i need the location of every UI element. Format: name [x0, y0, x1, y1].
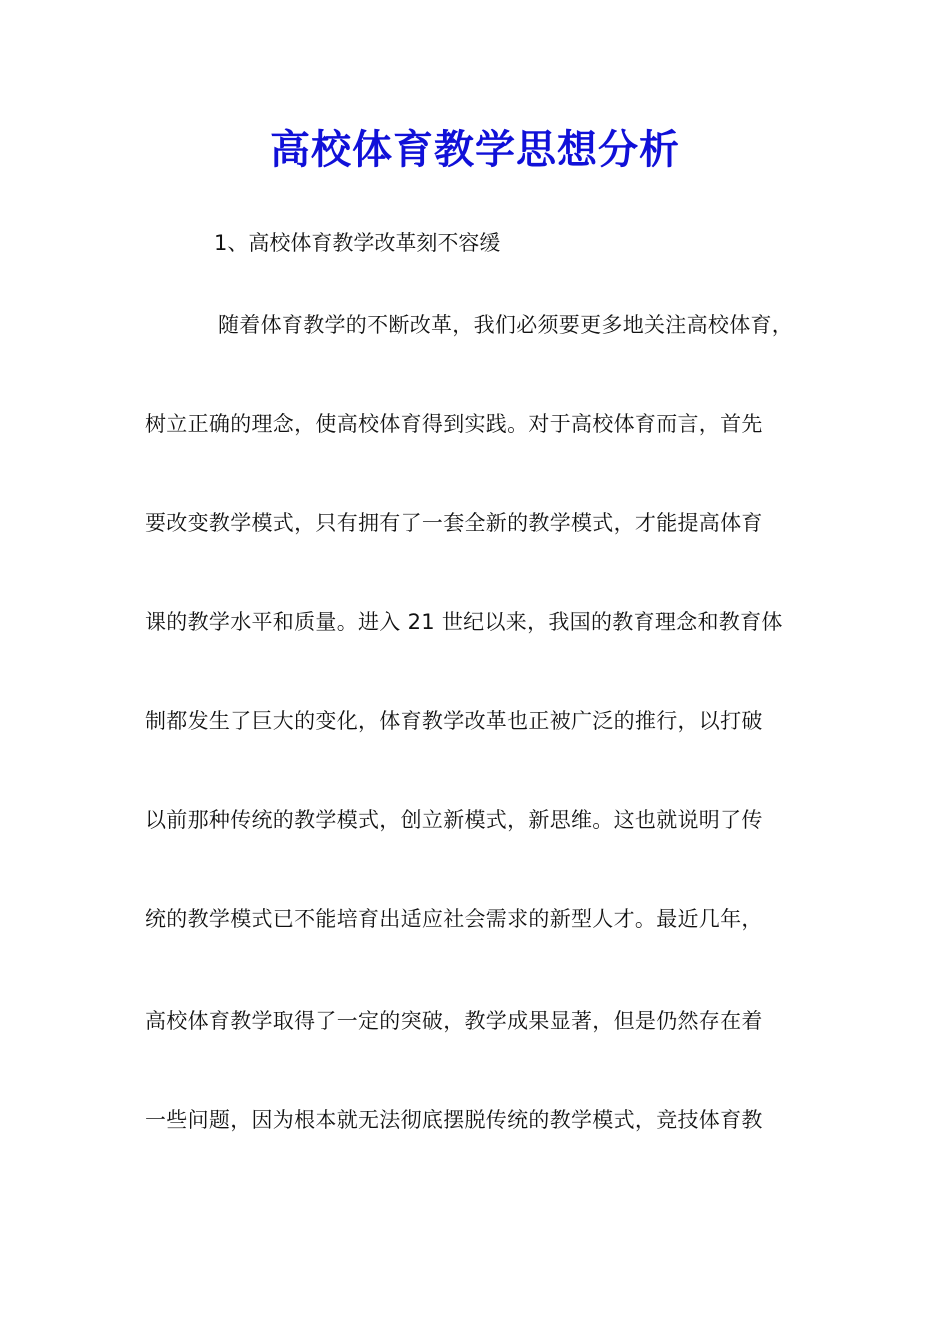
- paragraph-line-2: 树立正确的理念，使高校体育得到实践。对于高校体育而言，首先: [145, 412, 763, 436]
- document-title: 高校体育教学思想分析: [270, 126, 680, 173]
- paragraph-line-5: 制都发生了巨大的变化，体育教学改革也正被广泛的推行，以打破: [145, 709, 763, 733]
- paragraph-line-4: 课的教学水平和质量。进入 21 世纪以来，我国的教育理念和教育体: [145, 610, 783, 634]
- section-heading: 1、高校体育教学改革刻不容缓: [214, 231, 501, 255]
- paragraph-line-6: 以前那种传统的教学模式，创立新模式，新思维。这也就说明了传: [145, 808, 763, 832]
- paragraph-line-9: 一些问题，因为根本就无法彻底摆脱传统的教学模式，竞技体育教: [145, 1108, 763, 1132]
- paragraph-line-7: 统的教学模式已不能培育出适应社会需求的新型人才。最近几年，: [145, 907, 763, 931]
- paragraph-line-8: 高校体育教学取得了一定的突破，教学成果显著，但是仍然存在着: [145, 1009, 763, 1033]
- paragraph-line-3: 要改变教学模式，只有拥有了一套全新的教学模式，才能提高体育: [145, 511, 763, 535]
- paragraph-line-1: 随着体育教学的不断改革，我们必须要更多地关注高校体育，: [218, 313, 794, 337]
